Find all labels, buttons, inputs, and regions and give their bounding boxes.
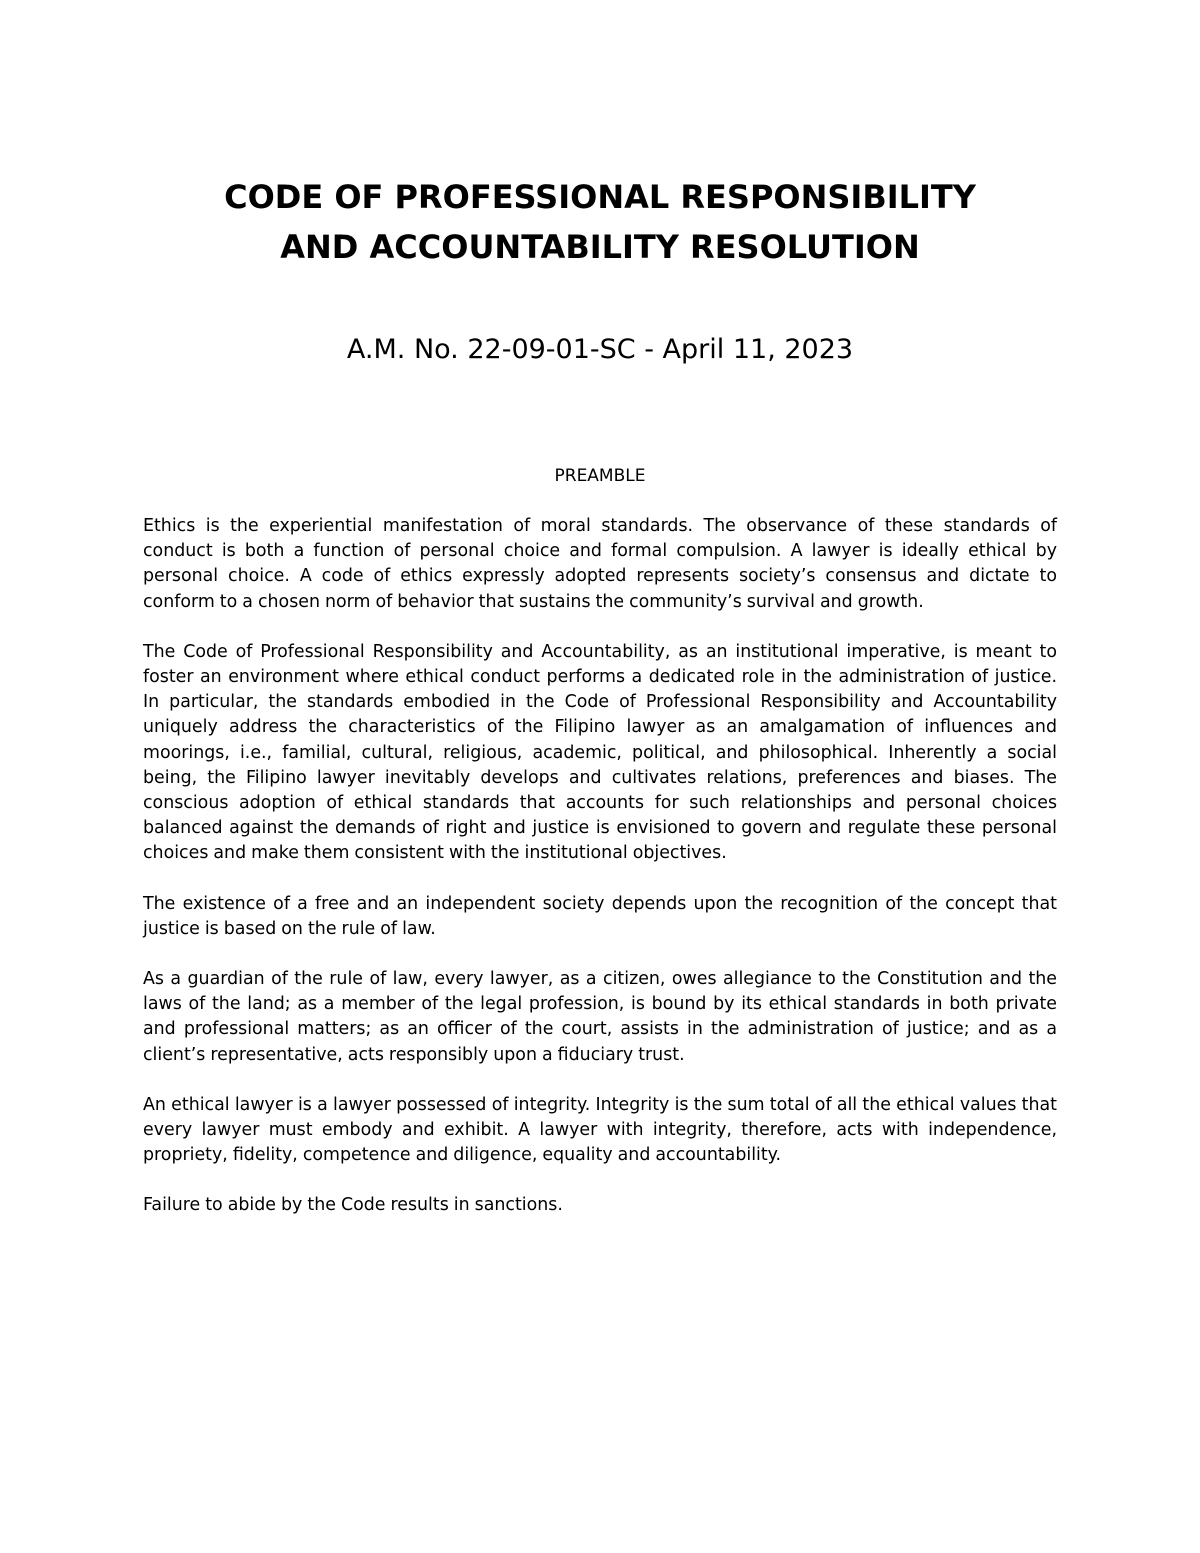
paragraph-integrity: An ethical lawyer is a lawyer possessed of integrity. Integrity is the sum total of all the ethical values that every lawyer must embody and exhibit. A lawyer with integrity, therefore, acts with independence, propriety, fidelity, competence and diligence, equality and accountability. xyxy=(143,1094,1057,1166)
document-title-line-2: AND ACCOUNTABILITY RESOLUTION xyxy=(280,228,920,266)
section-heading-preamble: PREAMBLE xyxy=(554,466,646,486)
document-title-line-1: CODE OF PROFESSIONAL RESPONSIBILITY xyxy=(224,178,976,216)
paragraph-code-imperative: The Code of Professional Responsibility and Accountability, as an institutional imperative, is meant to foster an environment where ethical conduct performs a dedicated role in the administration of justice. In particular, the standards embodied in the Code of Professional Responsibility and Accountability uniquely address the characteristics of the Filipino lawyer as an amalgamation of influences and moorings, i.e., familial, cultural, religious, academic, political, and philosophical. Inherently a social being, the Filipino lawyer inevitably develops and cultivates relations, preferences and biases. The conscious adoption of ethical standards that accounts for such relationships and personal choices balanced against the demands of right and justice is envisioned to govern and regulate these personal choices and make them consistent with the institutional objectives. xyxy=(143,641,1057,864)
document-subtitle: A.M. No. 22-09-01-SC - April 11, 2023 xyxy=(346,334,854,365)
preamble-body xyxy=(143,514,1057,1244)
paragraph-sanctions: Failure to abide by the Code results in sanctions. xyxy=(143,1195,563,1216)
paragraph-free-society: The existence of a free and an independent society depends upon the recognition of the concept that justice is based on the rule of law. xyxy=(143,893,1057,939)
paragraph-ethics: Ethics is the experiential manifestation of moral standards. The observance of these standards of conduct is both a function of personal choice and formal compulsion. A lawyer is ideally ethical by personal choice. A code of ethics expressly adopted represents society’s consensus and dictate to conform to a chosen norm of behavior that sustains the community’s survival and growth. xyxy=(143,516,1057,612)
paragraph-guardian-rule-of-law: As a guardian of the rule of law, every lawyer, as a citizen, owes allegiance to the Constitution and the laws of the land; as a member of the legal profession, is bound by its ethical standards in both private and professional matters; as an officer of the court, assists in the administration of justice; and as a client’s representative, acts responsibly upon a fiduciary trust. xyxy=(143,969,1057,1065)
document-title xyxy=(100,172,1100,272)
